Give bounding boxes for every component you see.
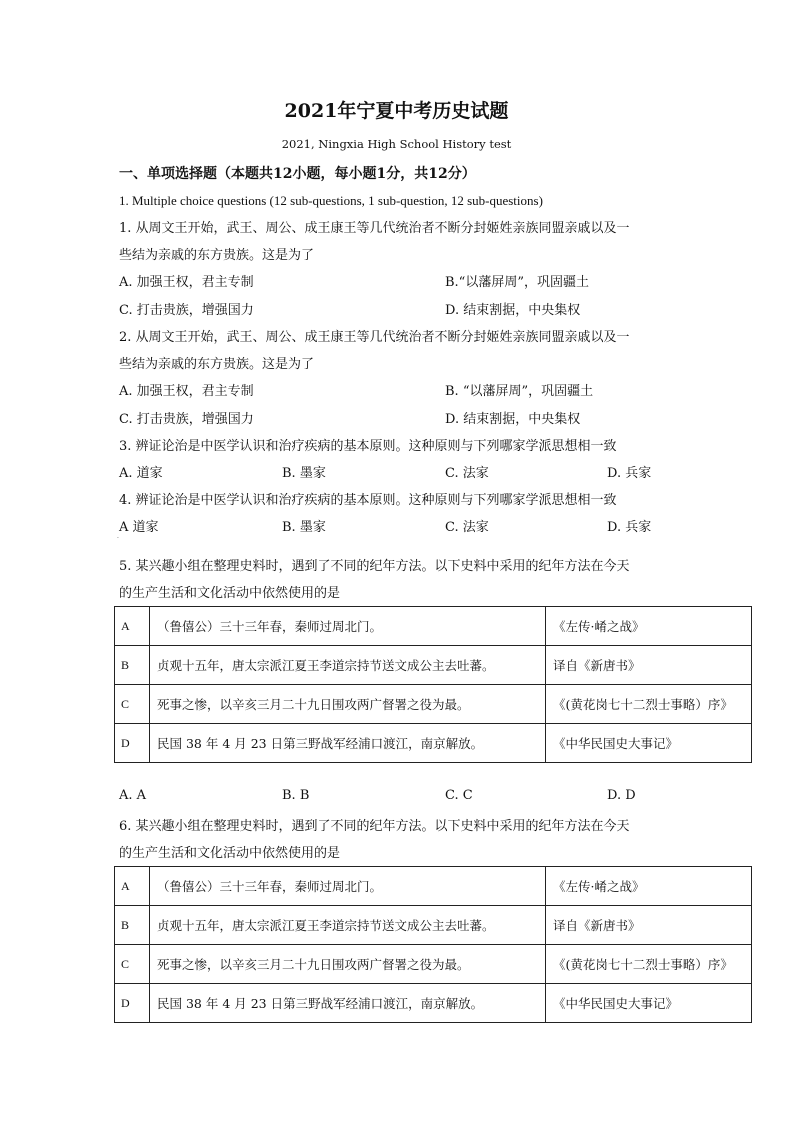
q5-source-table [114,606,752,763]
q5-stem-line1: 5. 某兴趣小组在整理史料时，遇到了不同的纪年方法。以下史料中采用的纪年方法在今天 [119,559,630,574]
row-source: 《(黄花岗七十二烈士事略）序》 [546,685,752,724]
q1-option-c: C. 打击贵族，增强国力 [119,303,254,318]
table-row [115,607,752,646]
section-heading-english: 1. Multiple choice questions (12 sub-questions, 1 sub-question, 12 sub-questions) [119,193,543,208]
q2-option-d: D. 结束割据，中央集权 [445,412,581,427]
row-text: （鲁僖公）三十三年春，秦师过周北门。 [150,867,546,906]
row-text: 贞观十五年，唐太宗派江夏王李道宗持节送文成公主去吐蕃。 [150,646,546,685]
row-source: 《左传·崤之战》 [546,867,752,906]
table-row [115,945,752,984]
q5-option-c: C. C [445,788,473,803]
q5-option-a: A. A [119,788,147,803]
row-label: A [115,607,150,646]
q3-option-a: A. 道家 [119,466,163,481]
table-row [115,724,752,763]
row-text: （鲁僖公）三十三年春，秦师过周北门。 [150,607,546,646]
q6-stem-line1: 6. 某兴趣小组在整理史料时，遇到了不同的纪年方法。以下史料中采用的纪年方法在今天 [119,819,630,834]
row-text: 民国 38 年 4 月 23 日第三野战军经浦口渡江，南京解放。 [150,724,546,763]
row-source: 《左传·崤之战》 [546,607,752,646]
q4-option-b: B. 墨家 [282,520,326,535]
q2-option-c: C. 打击贵族，增强国力 [119,412,254,427]
q1-stem-line2: 些结为亲戚的东方贵族。这是为了 [119,248,315,263]
q6-stem-line2: 的生产生活和文化活动中依然使用的是 [119,846,341,861]
row-label: B [115,646,150,685]
q5-option-b: B. B [282,788,310,803]
row-label: C [115,685,150,724]
q1-option-a: A. 加强王权，君主专制 [119,275,254,290]
row-text: 死事之惨，以辛亥三月二十九日围攻两广督署之役为最。 [150,685,546,724]
q2-option-a: A. 加强王权，君主专制 [119,384,254,399]
row-label: D [115,724,150,763]
section-heading: 一、单项选择题（本题共12小题，每小题1分，共12分） [119,166,476,182]
row-label: C [115,945,150,984]
row-label: B [115,906,150,945]
row-source: 《(黄花岗七十二烈士事略）序》 [546,945,752,984]
q3-option-c: C. 法家 [445,466,489,481]
row-source: 译自《新唐书》 [546,646,752,685]
q3-stem: 3. 辨证论治是中医学认识和治疗疾病的基本原则。这种原则与下列哪家学派思想相一致 [119,439,617,454]
q4-option-a: A 道家 [119,520,159,535]
q1-option-b: B.“以藩屏周”，巩固疆土 [445,275,589,290]
q1-option-d: D. 结束割据，中央集权 [445,303,581,318]
q2-stem-line2: 些结为亲戚的东方贵族。这是为了 [119,357,315,372]
q4-stem: 4. 辨证论治是中医学认识和治疗疾病的基本原则。这种原则与下列哪家学派思想相一致 [119,493,617,508]
table-row [115,685,752,724]
q3-option-d: D. 兵家 [607,466,652,481]
q3-option-b: B. 墨家 [282,466,326,481]
q5-option-d: D. D [607,788,636,803]
table-row [115,906,752,945]
row-source: 《中华民国史大事记》 [546,724,752,763]
q2-stem-line1: 2. 从周文王开始，武王、周公、成王康王等几代统治者不断分封姬姓亲族同盟亲戚以及一 [119,330,630,345]
q5-stem-line2: 的生产生活和文化活动中依然使用的是 [119,586,341,601]
table-row [115,646,752,685]
row-text: 民国 38 年 4 月 23 日第三野战军经浦口渡江，南京解放。 [150,984,546,1023]
q1-stem-line1: 1. 从周文王开始，武王、周公、成王康王等几代统治者不断分封姬姓亲族同盟亲戚以及一 [119,221,630,236]
page-title: 2021年宁夏中考历史试题 [284,100,509,122]
table-row [115,867,752,906]
q6-source-table [114,866,752,1023]
row-source: 译自《新唐书》 [546,906,752,945]
row-text: 死事之惨，以辛亥三月二十九日围攻两广督署之役为最。 [150,945,546,984]
q4-option-d: D. 兵家 [607,520,652,535]
row-text: 贞观十五年，唐太宗派江夏王李道宗持节送文成公主去吐蕃。 [150,906,546,945]
q2-option-b: B. “以藩屏周”，巩固疆土 [445,384,594,399]
page-subtitle: 2021, Ningxia High School History test [281,137,512,151]
q4-option-c: C. 法家 [445,520,489,535]
row-label: A [115,867,150,906]
row-source: 《中华民国史大事记》 [546,984,752,1023]
stray-mark: · [117,535,119,542]
row-label: D [115,984,150,1023]
table-row [115,984,752,1023]
